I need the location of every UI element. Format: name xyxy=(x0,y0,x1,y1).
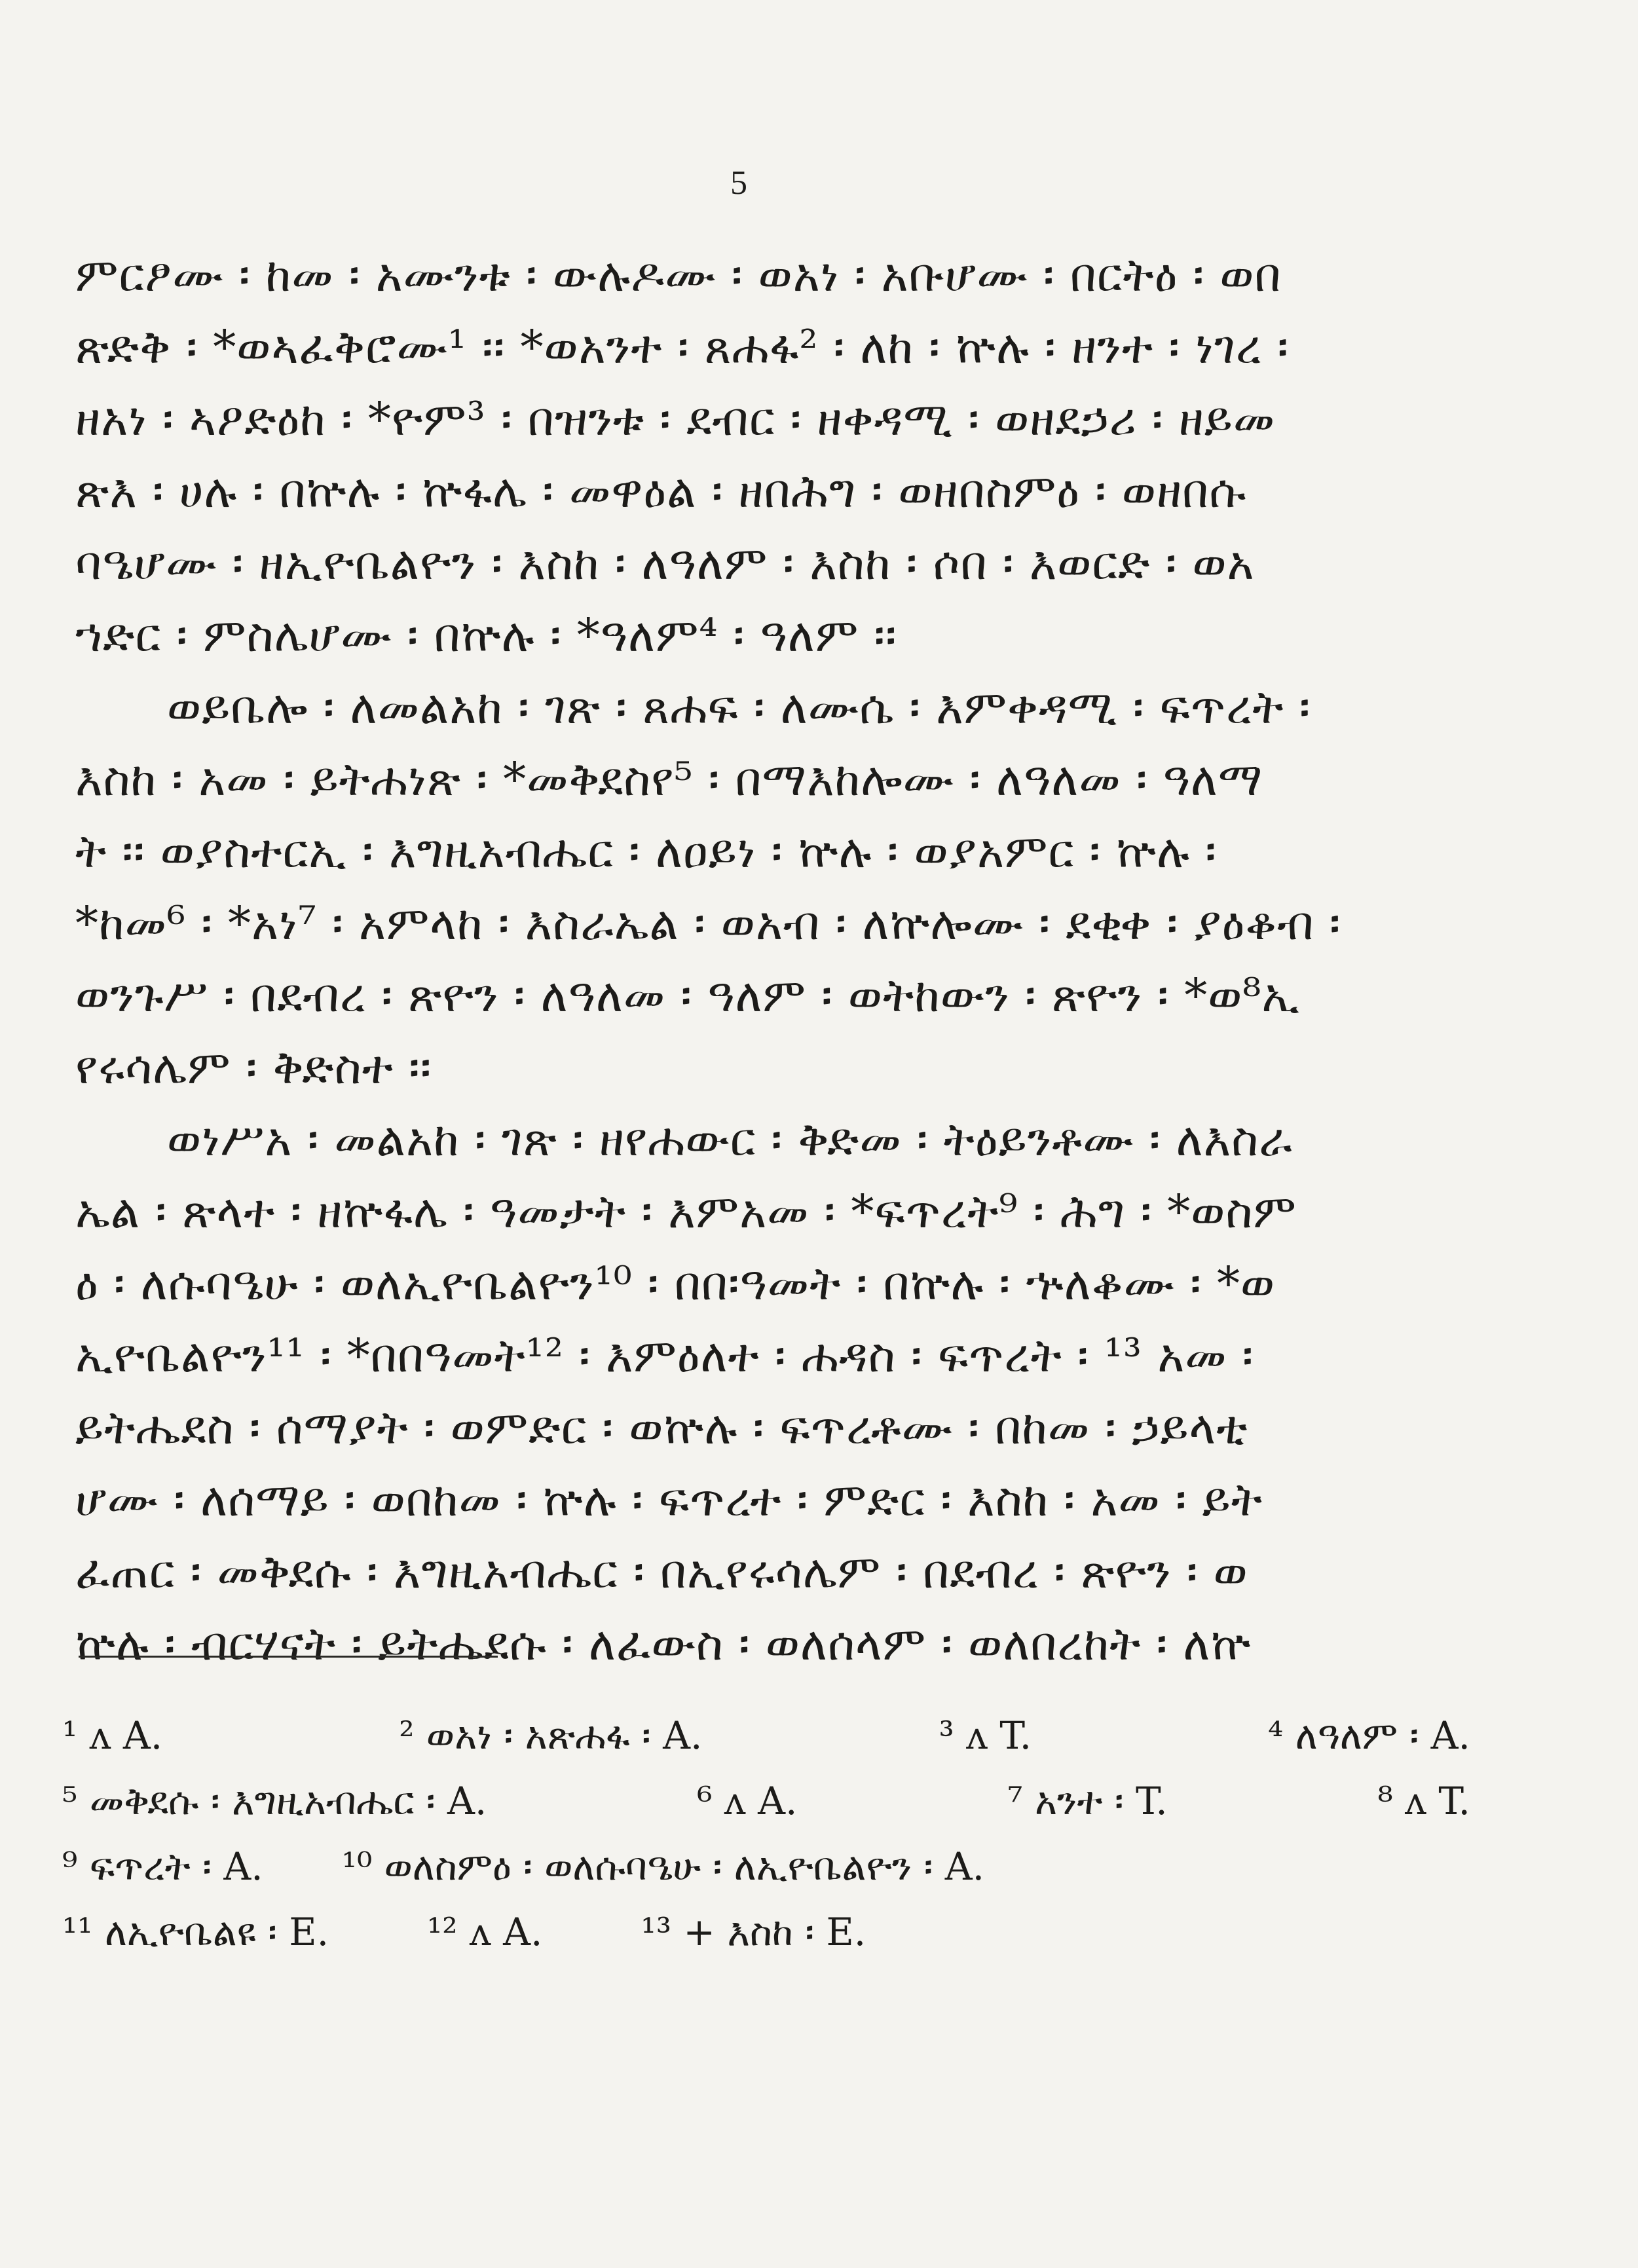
footnote: ⁹ ፍጥረት ፡ A. xyxy=(62,1844,263,1889)
text-line: ፈጠር ፡ መቅደሱ ፡ እግዚአብሔር ፡ በኢየሩሳሌም ፡ በደብረ ፡ ጽዮን ፡ ወ xyxy=(75,1545,1248,1599)
text-line: የሩሳሌም ፡ ቅድስተ ፡፡ xyxy=(75,1041,432,1094)
footnote-row xyxy=(62,1834,1470,1899)
text-line: ይትሔደስ ፡ ሰማያት ፡ ወምድር ፡ ወኵሉ ፡ ፍጥረቶሙ ፡ በከመ ፡ ኃይላቲ xyxy=(75,1401,1248,1455)
text-line: ኢዮቤልዮን¹¹ ፡ *በበዓመት¹² ፡ እምዕለተ ፡ ሐዳስ ፡ ፍጥረት ፡ ¹³ አመ ፡ xyxy=(75,1329,1254,1383)
footnote-divider xyxy=(79,1656,498,1658)
text-line: ወነሥአ ፡ መልአከ ፡ ገጽ ፡ ዘየሐውር ፡ ቅድመ ፡ ትዕይንቶሙ ፡ ለእስራ xyxy=(167,1113,1293,1166)
footnote: ² ወአነ ፡ አጽሐፋ ፡ A. xyxy=(399,1713,703,1758)
text-line: ዘአነ ፡ ኣዖድዕከ ፡ *ዮም³ ፡ በዝንቱ ፡ ደብር ፡ ዘቀዳሚ ፡ ወዘደኃሪ ፡ ዘይመ xyxy=(75,392,1276,446)
text-line: ኵሉ ፡ ብርሃናት ፡ ይትሔደሱ ፡ ለፈውስ ፡ ወለሰላም ፡ ወለበረከት ፡ ለኵ xyxy=(75,1617,1252,1671)
text-line: ባዔሆሙ ፡ ዘኢዮቤልዮን ፡ እስከ ፡ ለዓለም ፡ እስከ ፡ ሶበ ፡ እወርድ ፡ ወአ xyxy=(75,536,1255,590)
text-line: ኀድር ፡ ምስሌሆሙ ፡ በኵሉ ፡ *ዓለም⁴ ፡ ዓለም ፡፡ xyxy=(75,608,897,662)
footnote-row xyxy=(62,1703,1470,1768)
body-text xyxy=(75,239,1457,1680)
footnote-row xyxy=(62,1899,1470,1965)
text-line: እስከ ፡ አመ ፡ ይትሐነጽ ፡ *መቅደስየ⁵ ፡ በማእከሎሙ ፡ ለዓለመ ፡ ዓለማ xyxy=(75,753,1263,806)
text-line: ሆሙ ፡ ለሰማይ ፡ ወበከመ ፡ ኵሉ ፡ ፍጥረተ ፡ ምድር ፡ እስከ ፡ አመ ፡ ይት xyxy=(75,1473,1263,1527)
footnote: ¹⁰ ወለስምዕ ፡ ወለሱባዔሁ ፡ ለኢዮቤልዮን ፡ A. xyxy=(341,1844,985,1889)
text-line: ወይቤሎ ፡ ለመልአከ ፡ ገጽ ፡ ጸሐፍ ፡ ለሙሴ ፡ እምቀዳሚ ፡ ፍጥረት ፡ xyxy=(167,680,1311,734)
footnote: ¹ ᴧ A. xyxy=(62,1713,163,1758)
text-line: ዕ ፡ ለሱባዔሁ ፡ ወለኢዮቤልዮን¹⁰ ፡ በበ፡ዓመት ፡ በኵሉ ፡ ኍለቆሙ ፡ *ወ xyxy=(75,1257,1276,1311)
footnote: ³ ᴧ T. xyxy=(939,1713,1032,1758)
footnote: ¹³ + እስከ ፡ E. xyxy=(641,1910,866,1954)
footnote: ¹² ᴧ A. xyxy=(427,1910,543,1954)
footnote: ⁷ አንተ ፡ T. xyxy=(1007,1779,1168,1823)
footnote: ⁵ መቅደሱ ፡ እግዚአብሔር ፡ A. xyxy=(62,1779,487,1823)
page-number: 5 xyxy=(730,164,747,202)
footnote-row xyxy=(62,1768,1470,1834)
text-line: ምርፆሙ ፡ ከመ ፡ አሙንቱ ፡ ውሉዶሙ ፡ ወአነ ፡ አቡሆሙ ፡ በርትዕ ፡ ወበ xyxy=(75,248,1282,302)
text-line: *ከመ⁶ ፡ *አነ⁷ ፡ አምላከ ፡ እስራኤል ፡ ወአብ ፡ ለኵሎሙ ፡ ደቂቀ ፡ ያዕቆብ ፡ xyxy=(75,897,1341,950)
footnote: ¹¹ ለኢዮቤልዩ ፡ E. xyxy=(62,1910,329,1954)
footnote: ⁸ ᴧ T. xyxy=(1377,1779,1470,1823)
text-line: ጽእ ፡ ሀሉ ፡ በኵሉ ፡ ኵፋሌ ፡ መዋዕል ፡ ዘበሕግ ፡ ወዘበስምዕ ፡ ወዘበሱ xyxy=(75,464,1247,518)
footnote: ⁶ ᴧ A. xyxy=(697,1779,798,1823)
text-line: ወንጉሥ ፡ በደብረ ፡ ጽዮን ፡ ለዓለመ ፡ ዓለም ፡ ወትከውን ፡ ጽዮን ፡ *ወ⁸ኢ xyxy=(75,969,1300,1022)
text-line: ኤል ፡ ጽላተ ፡ ዘኵፋሌ ፡ ዓመታት ፡ እምአመ ፡ *ፍጥረት⁹ ፡ ሕግ ፡ *ወስም xyxy=(75,1185,1297,1238)
text-line: ት ፡፡ ወያስተርኢ ፡ እግዚአብሔር ፡ ለዐይነ ፡ ኵሉ ፡ ወያአምር ፡ ኵሉ ፡ xyxy=(75,825,1217,878)
text-line: ጽድቅ ፡ *ወኣፈቅሮሙ¹ ፡፡ *ወአንተ ፡ ጸሐፋ² ፡ ለከ ፡ ኵሉ ፡ ዘንተ ፡ ነገረ ፡ xyxy=(75,320,1289,374)
footnotes xyxy=(62,1703,1470,1965)
footnote: ⁴ ለዓለም ፡ A. xyxy=(1268,1713,1470,1758)
